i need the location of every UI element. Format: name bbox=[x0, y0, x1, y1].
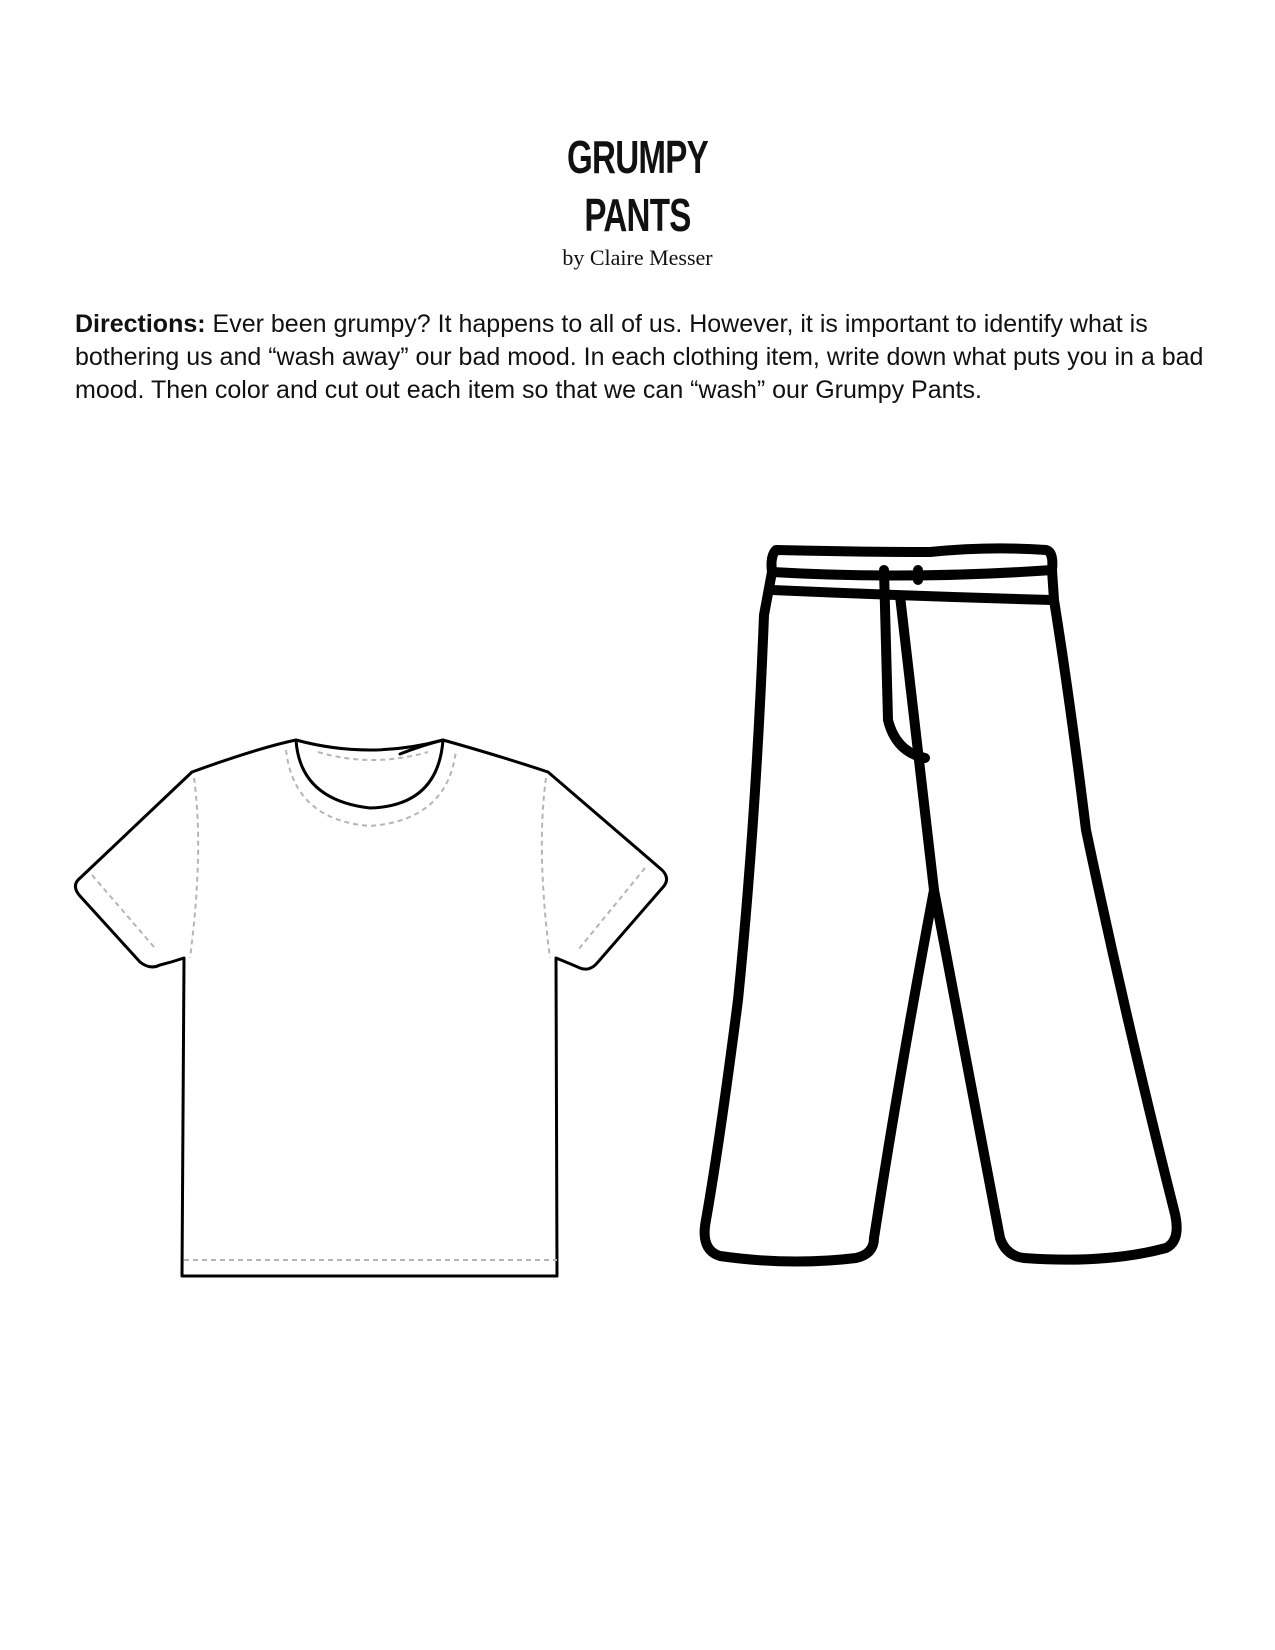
t-shirt-outline bbox=[75, 740, 666, 1276]
title-line-1: GRUMPY bbox=[566, 131, 709, 183]
directions-label: Directions: bbox=[75, 310, 206, 338]
pants-outline bbox=[705, 548, 1177, 1261]
author-byline: by Claire Messer bbox=[562, 245, 713, 270]
directions-text: Ever been grumpy? It happens to all of us. However, it is important to identify what is bothering us and “wash away” our bad mood. In each clothing item, write down what puts you in a bad mood. Then color and cut out each item so that we can “wash” our Grumpy Pants. bbox=[75, 310, 1204, 404]
title-line-2: PANTS bbox=[584, 189, 691, 241]
t-shirt-stitching bbox=[92, 750, 645, 1260]
